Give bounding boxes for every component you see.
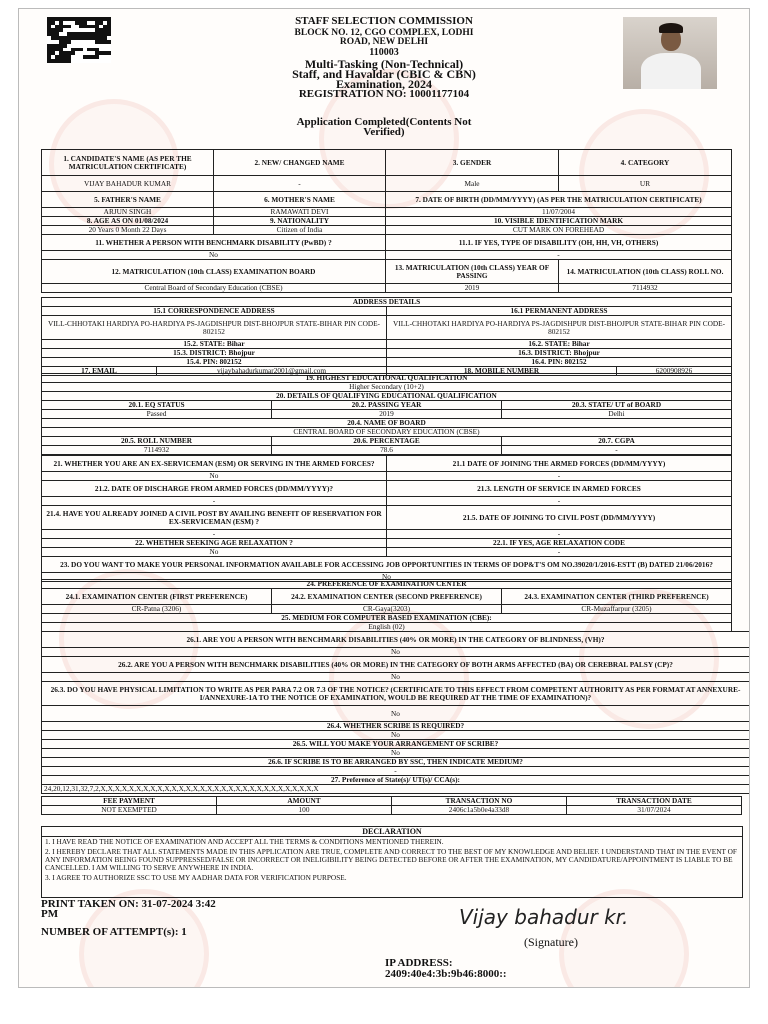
scribe-details-table (41, 631, 750, 794)
exam-centre-table (41, 579, 732, 632)
print-taken-line2: PM (41, 908, 59, 920)
label-board-name: 20.4. NAME OF BOARD (42, 419, 732, 428)
declaration-point-2: 2. I HEREBY DECLARE THAT ALL STATEMENTS MADE IN THIS APPLICATION ARE TRUE, COMPLETE AND CORRECT TO THE BEST OF MY KNOWLEDGE AND BELIEF. I UNDERSTAND THAT IN THE EVENT OF ANY INFORMATION BEING FOUND SUPPRESSED/FALSE OR INCORRECT OR INELIGIBILITY BEING DETECTED BEFORE OR AFTER THE EXAMINATION, MY CANDIDATURE/APPOINTMENT IS LIABLE TO BE CANCELLED. I AM WILLING TO SERVE ANYWHERE IN INDIA. (45, 847, 737, 872)
value-matric-board: Central Board of Secondary Education (CBSE) (42, 284, 386, 293)
label-father-name: 5. FATHER'S NAME (42, 192, 214, 208)
value-percentage: 78.6 (272, 446, 502, 455)
value-correspondence-district: 15.3. DISTRICT: Bhojpur (42, 349, 387, 358)
label-age: 8. AGE AS ON 01/08/2024 (42, 217, 214, 226)
label-scribe-required: 26.4. WHETHER SCRIBE IS REQUIRED? (42, 722, 750, 731)
label-pwbd: 11. WHETHER A PERSON WITH BENCHMARK DISABILITY (PwBD) ? (42, 235, 386, 251)
value-gender: Male (386, 176, 559, 192)
label-mother-name: 6. MOTHER'S NAME (214, 192, 386, 208)
value-cgpa: - (502, 446, 732, 455)
value-permanent-pin: 16.4. PIN: 802152 (387, 358, 732, 367)
value-centre-third: CR-Muzaffarpur (3205) (502, 605, 732, 614)
candidate-photo (623, 17, 717, 89)
label-state-preference: 27. Preference of State(s)/ UT(s)/ CCA(s): (42, 776, 750, 785)
value-scribe-medium: - (42, 767, 750, 776)
address-details-table (41, 297, 732, 376)
value-category: UR (559, 176, 732, 192)
value-candidate-name: VIJAY BAHADUR KUMAR (42, 176, 214, 192)
label-roll-number: 20.5. ROLL NUMBER (42, 437, 272, 446)
label-age-relaxation: 22. WHETHER SEEKING AGE RELAXATION ? (42, 539, 387, 548)
signature-label: (Signature) (524, 935, 578, 949)
value-pwbd: No (42, 251, 386, 260)
value-passing-year: 2019 (272, 410, 502, 419)
value-correspondence-address: VILL-CHHOTAKI HARDIYA PO-HARDIYA PS-JAGDISHPUR DIST-BHOJPUR STATE-BIHAR PIN CODE-802152 (42, 316, 387, 340)
value-nationality: Citizen of India (214, 226, 386, 235)
value-permanent-address: VILL-CHHOTAKI HARDIYA PO-HARDIYA PS-JAGDISHPUR DIST-BHOJPUR STATE-BIHAR PIN CODE-802152 (387, 316, 732, 340)
value-permanent-state: 16.2. STATE: Bihar (387, 340, 732, 349)
label-eq-status: 20.1. EQ STATUS (42, 401, 272, 410)
label-amount: AMOUNT (217, 797, 392, 806)
value-roll-number: 7114932 (42, 446, 272, 455)
value-share-information: No (42, 573, 732, 582)
org-pin: 110003 (369, 47, 399, 58)
declaration-box (41, 826, 743, 898)
value-ex-serviceman: No (42, 472, 387, 481)
label-dob: 7. DATE OF BIRTH (DD/MM/YYYY) (AS PER THE MATRICULATION CERTIFICATE) (386, 192, 732, 208)
org-address-line1: BLOCK NO. 12, CGO COMPLEX, LODHI (294, 28, 474, 38)
value-email: vijaybahadurkumar2001@gmail.com (157, 367, 387, 376)
exam-title-line1: Multi-Tasking (Non-Technical) (304, 57, 464, 71)
registration-number: REGISTRATION NO: 10001177104 (298, 88, 470, 100)
value-identification-mark: CUT MARK ON FOREHEAD (386, 226, 732, 235)
ip-address-label: IP ADDRESS: (385, 957, 453, 969)
value-joining-date: - (387, 472, 732, 481)
value-exam-medium: English (02) (42, 623, 732, 632)
value-correspondence-pin: 15.4. PIN: 802152 (42, 358, 387, 367)
value-disability-type: - (386, 251, 732, 260)
label-matric-roll: 14. MATRICULATION (10th CLASS) ROLL NO. (559, 260, 732, 284)
exam-title-line2: Staff, and Havaldar (CBIC & CBN) (292, 67, 476, 81)
ip-address-value: 2409:40e4:3b:9b46:8000:: (385, 968, 507, 980)
label-centre-third: 24.3. EXAMINATION CENTER (THIRD PREFERENCE) (502, 589, 732, 605)
label-percentage: 20.6. PERCENTAGE (272, 437, 502, 446)
value-dob: 11/07/2004 (386, 208, 732, 217)
value-discharge-date: - (42, 497, 387, 506)
value-fee-payment: NOT EXEMPTED (42, 806, 217, 815)
label-correspondence-address: 15.1 CORRESPONDENCE ADDRESS (42, 307, 387, 316)
label-transaction-no: TRANSACTION NO (392, 797, 567, 806)
label-matric-year: 13. MATRICULATION (10th CLASS) YEAR OF PASSING (386, 260, 559, 284)
exam-title-line3: Examination, 2024 (335, 77, 432, 91)
label-gender: 3. GENDER (386, 150, 559, 176)
label-matric-board: 12. MATRICULATION (10th CLASS) EXAMINATION BOARD (42, 260, 386, 284)
label-civil-post-date: 21.5. DATE OF JOINING TO CIVIL POST (DD/MM/YYYY) (387, 506, 732, 530)
value-transaction-no: 2406c1a5b0e4a33d8 (392, 806, 567, 815)
label-own-scribe: 26.5. WILL YOU MAKE YOUR ARRANGEMENT OF SCRIBE? (42, 740, 750, 749)
application-status-line2: Verified) (363, 126, 405, 138)
label-identification-mark: 10. VISIBLE IDENTIFICATION MARK (386, 217, 732, 226)
value-centre-first: CR-Patna (3206) (42, 605, 272, 614)
value-age-relaxation: No (42, 548, 387, 557)
value-eq-status: Passed (42, 410, 272, 419)
value-mobile: 6200908926 (617, 367, 732, 376)
label-service-length: 21.3. LENGTH OF SERVICE IN ARMED FORCES (387, 481, 732, 497)
label-highest-qualification: 19. HIGHEST EDUCATIONAL QUALIFICATION (42, 374, 732, 383)
value-own-scribe: No (42, 749, 750, 758)
label-passing-year: 20.2. PASSING YEAR (272, 401, 502, 410)
value-board-state: Delhi (502, 410, 732, 419)
value-centre-second: CR-Gaya(3203) (272, 605, 502, 614)
value-service-length: - (387, 497, 732, 506)
payment-table (41, 796, 742, 815)
value-age-relaxation-code: - (387, 548, 732, 557)
value-civil-post-date: - (387, 530, 732, 539)
label-mobile: 18. MOBILE NUMBER (387, 367, 617, 376)
education-details-table (41, 373, 732, 455)
application-status-line1: Application Completed(Contents Not (296, 116, 472, 128)
declaration-point-1: 1. I HAVE READ THE NOTICE OF EXAMINATION AND ACCEPT ALL THE TERMS & CONDITIONS MENTIONED THEREIN. (45, 837, 444, 846)
value-transaction-date: 31/07/2024 (567, 806, 742, 815)
label-transaction-date: TRANSACTION DATE (567, 797, 742, 806)
org-name: STAFF SELECTION COMMISSION (295, 15, 473, 27)
label-fee-payment: FEE PAYMENT (42, 797, 217, 806)
label-joining-date: 21.1 DATE OF JOINING THE ARMED FORCES (DD/MM/YYYY) (387, 456, 732, 472)
label-category: 4. CATEGORY (559, 150, 732, 176)
value-physical-limitation-question: No (42, 706, 750, 722)
label-centre-preference: 24. PREFERENCE OF EXAMINATION CENTER (42, 580, 732, 589)
signature: Vijay bahadur kr. (459, 905, 629, 929)
qr-code (47, 17, 111, 63)
label-blindness-question: 26.1. ARE YOU A PERSON WITH BENCHMARK DISABILITIES (40% OR MORE) IN THE CATEGORY OF BLINDNESS, (VH)? (42, 632, 750, 648)
label-exam-medium: 25. MEDIUM FOR COMPUTER BASED EXAMINATION (CBE): (42, 614, 732, 623)
value-state-preference: 24,20,12,31,32,7,2,X,X,X,X,X,X,X,X,X,X,X,X,X,X,X,X,X,X,X,X,X,X,X,X,X,X,X,X,X,X,X (42, 785, 750, 794)
value-matric-year: 2019 (386, 284, 559, 293)
value-permanent-district: 16.3. DISTRICT: Bhojpur (387, 349, 732, 358)
watermark-emblem (559, 889, 689, 988)
value-father-name: ARJUN SINGH (42, 208, 214, 217)
value-highest-qualification: Higher Secondary (10+2) (42, 383, 732, 392)
value-correspondence-state: 15.2. STATE: Bihar (42, 340, 387, 349)
label-share-information: 23. DO YOU WANT TO MAKE YOUR PERSONAL INFORMATION AVAILABLE FOR ACCESSING JOB OPPORTUNITIES IN TERMS OF DOP&T'S OM NO.39020/1/2016-ESTT (B) DATED 21/06/2016? (42, 557, 732, 573)
label-civil-post: 21.4. HAVE YOU ALREADY JOINED A CIVIL POST BY AVAILING BENEFIT OF RESERVATION FOR EX-SERVICEMAN (ESM) ? (42, 506, 387, 530)
label-cgpa: 20.7. CGPA (502, 437, 732, 446)
value-matric-roll: 7114932 (559, 284, 732, 293)
value-age: 20 Years 0 Month 22 Days (42, 226, 214, 235)
label-board-state: 20.3. STATE/ UT of BOARD (502, 401, 732, 410)
value-amount: 100 (217, 806, 392, 815)
label-age-relaxation-code: 22.1. IF YES, AGE RELAXATION CODE (387, 539, 732, 548)
label-disability-type: 11.1. IF YES, TYPE OF DISABILITY (OH, HH, VH, OTHERS) (386, 235, 732, 251)
value-board-name: CENTRAL BOARD OF SECONDARY EDUCATION (CBSE) (42, 428, 732, 437)
value-civil-post: - (42, 530, 387, 539)
application-sheet (18, 8, 750, 988)
label-qualification-details: 20. DETAILS OF QUALIFYING EDUCATIONAL QUALIFICATION (42, 392, 732, 401)
declaration-point-3: 3. I AGREE TO AUTHORIZE SSC TO USE MY AADHAR DATA FOR VERIFICATION PURPOSE. (45, 873, 347, 882)
label-candidate-name: 1. CANDIDATE'S NAME (AS PER THE MATRICULATION CERTIFICATE) (42, 150, 214, 176)
label-centre-first: 24.1. EXAMINATION CENTER (FIRST PREFERENCE) (42, 589, 272, 605)
label-nationality: 9. NATIONALITY (214, 217, 386, 226)
org-address-line2: ROAD, NEW DELHI (339, 37, 429, 47)
label-arms-affected-question: 26.2. ARE YOU A PERSON WITH BENCHMARK DISABILITIES (40% OR MORE) IN THE CATEGORY OF BOTH ARMS AFFECTED (BA) OR CEREBRAL PALSY (CP)? (42, 657, 750, 673)
label-scribe-medium: 26.6. IF SCRIBE IS TO BE ARRANGED BY SSC, THEN INDICATE MEDIUM? (42, 758, 750, 767)
label-centre-second: 24.2. EXAMINATION CENTER (SECOND PREFERENCE) (272, 589, 502, 605)
print-taken-on (41, 899, 216, 919)
value-blindness-question: No (42, 648, 750, 657)
value-mother-name: RAMAWATI DEVI (214, 208, 386, 217)
label-permanent-address: 16.1 PERMANENT ADDRESS (387, 307, 732, 316)
personal-details-table (41, 149, 732, 293)
number-of-attempts: NUMBER OF ATTEMPT(s): 1 (41, 926, 187, 938)
declaration-title: DECLARATION (42, 827, 742, 837)
service-details-table (41, 455, 732, 582)
label-physical-limitation-question: 26.3. DO YOU HAVE PHYSICAL LIMITATION TO WRITE AS PER PARA 7.2 OR 7.3 OF THE NOTICE? (CERTIFICATE TO THIS EFFECT FROM COMPETENT AUTHORITY AS PER FORMAT AT ANNEXURE-I/ANNEXURE-1A TO THE NOTICE OF EXAMINATION, WOULD BE REQUIRED AT THE TIME OF EXAMINATION)? (42, 682, 750, 706)
label-ex-serviceman: 21. WHETHER YOU ARE AN EX-SERVICEMAN (ESM) OR SERVING IN THE ARMED FORCES? (42, 456, 387, 472)
address-section-title: ADDRESS DETAILS (42, 298, 732, 307)
label-changed-name: 2. NEW/ CHANGED NAME (214, 150, 386, 176)
value-scribe-required: No (42, 731, 750, 740)
value-arms-affected-question: No (42, 673, 750, 682)
value-changed-name: - (214, 176, 386, 192)
print-taken-line1: PRINT TAKEN ON: 31-07-2024 3:42 (41, 898, 216, 910)
label-email: 17. EMAIL (42, 367, 157, 376)
label-discharge-date: 21.2. DATE OF DISCHARGE FROM ARMED FORCES (DD/MM/YYYY)? (42, 481, 387, 497)
